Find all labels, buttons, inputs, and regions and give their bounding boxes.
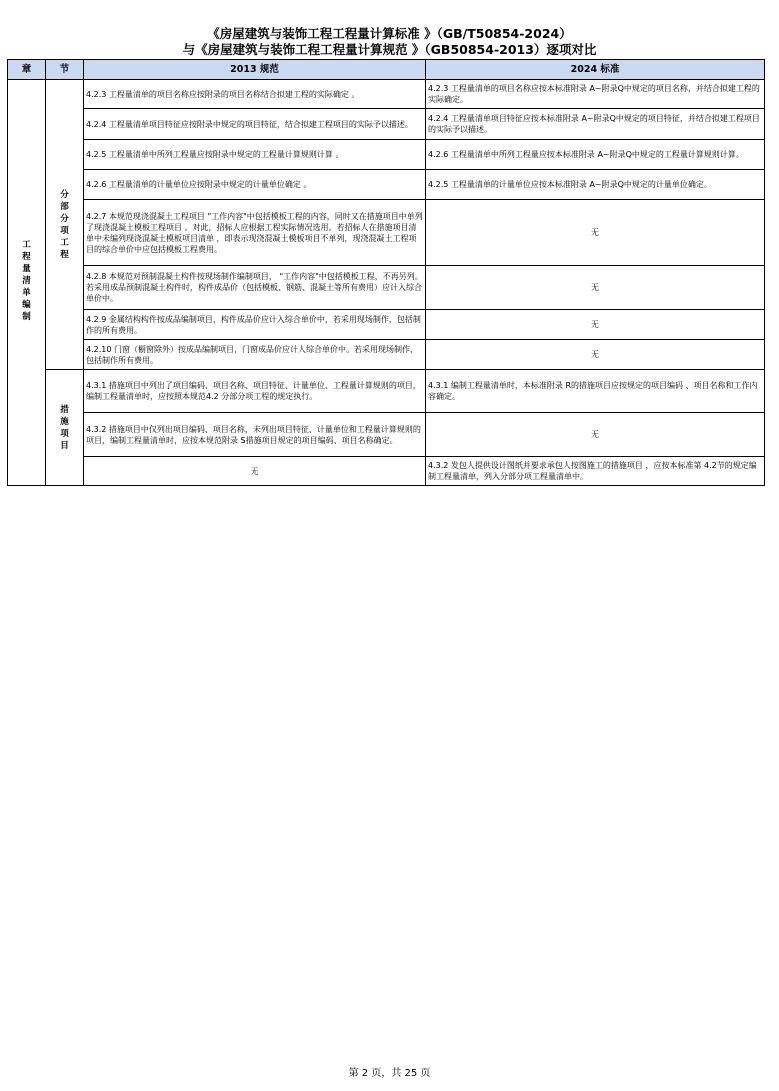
section-cell-1 (46, 80, 84, 370)
section-label: 分部分项工程 (60, 189, 69, 260)
table-row (8, 310, 765, 340)
cell-2024: 无 (426, 200, 765, 266)
chapter-label: 工程量清单编制 (22, 240, 31, 322)
cell-2024: 4.2.6 工程量清单中所列工程量应按本标准附录 A~附录Q中规定的工程量计算规则计算。 (426, 140, 765, 170)
cell-2013: 4.2.5 工程量清单中所列工程量应按附录中规定的工程量计算规则计算 。 (84, 140, 426, 170)
cell-2024: 无 (426, 310, 765, 340)
table-header-row (8, 60, 765, 80)
cell-2013: 4.2.10 门窗（橱窗除外）按成品编制项目，门窗成品价应计人综合单价中。若采用现场制作，包括制作所有费用。 (84, 340, 426, 370)
cell-2024: 4.3.2 发包人提供设计图纸并要求承包人按图施工的措施项目 ，应按本标准第 4.2节的规定编制工程量清单，列入分部分项工程量清单中。 (426, 457, 765, 486)
table-row (8, 200, 765, 266)
header-chapter: 章 (8, 60, 46, 80)
cell-2013: 4.3.1 措施项目中列出了项目编码、项目名称、项目特征、计量单位、工程量计算规则的项目，编制工程量清单时，应按照本规范4.2 分部分项工程的规定执行。 (84, 370, 426, 413)
table-row (8, 457, 765, 486)
cell-2013: 无 (84, 457, 426, 486)
cell-2024: 无 (426, 266, 765, 310)
document-title-line2: 与《房屋建筑与装饰工程工程量计算规范 》（GB50854-2013）逐项对比 (182, 42, 597, 57)
header-2024: 2024 标准 (426, 60, 765, 80)
document-title-line1: 《房屋建筑与装饰工程工程量计算标准 》（GB/T50854-2024） (207, 26, 572, 41)
cell-2024: 无 (426, 413, 765, 457)
section-cell-2 (46, 370, 84, 486)
comparison-table (7, 59, 765, 486)
cell-2013: 4.2.4 工程量清单项目特征应按附录中规定的项目特征，结合拟建工程项目的实际予以描述。 (84, 109, 426, 140)
table-row (8, 340, 765, 370)
table-row (8, 170, 765, 200)
table-row (8, 140, 765, 170)
cell-2013: 4.2.9 金属结构构件按成品编制项目，构件成品价应计入综合单价中，若采用现场制作，包括制作的所有费用。 (84, 310, 426, 340)
cell-2024: 4.2.4 工程量清单项目特征应按本标准附录 A~附录Q中规定的项目特征，并结合拟建工程项目的实际予以描述。 (426, 109, 765, 140)
page-footer: 第 2 页，共 25 页 (348, 1068, 431, 1079)
table-row (8, 266, 765, 310)
section-label: 措施项目 (60, 404, 69, 451)
cell-2013: 4.2.3 工程量清单的项目名称应按附录的项目名称结合拟建工程的实际确定 。 (84, 80, 426, 109)
cell-2013: 4.2.7 本规范现浇混凝土工程项目 "工作内容"中包括模板工程的内容，同时又在措施项目中单列了现浇混凝土模板工程项目 。对此，招标人应根据工程实际情况选用。若招标人在措施项目清单中未编列现浇混凝土模板项目清单 ，即表示现浇混凝土模板项目不单列，现浇混凝土工程项目的综合单价中应包括模板工程费用。 (84, 200, 426, 266)
header-2013: 2013 规范 (84, 60, 426, 80)
cell-2024: 4.3.1 编制工程量清单时，本标准附录 R的措施项目应按规定的项目编码 、项目名称和工作内容确定。 (426, 370, 765, 413)
table-row (8, 80, 765, 109)
cell-2024: 4.2.5 工程量清单的计量单位应按本标准附录 A~附录Q中规定的计量单位确定。 (426, 170, 765, 200)
cell-2013: 4.3.2 措施项目中仅列出项目编码、项目名称，未列出项目特征、计量单位和工程量计算规则的项目，编制工程量清单时，应按本规范附录 S措施项目规定的项目编码、项目名称确定。 (84, 413, 426, 457)
cell-2013: 4.2.6 工程量清单的计量单位应按附录中规定的计量单位确定 。 (84, 170, 426, 200)
cell-2024: 无 (426, 340, 765, 370)
header-section: 节 (46, 60, 84, 80)
chapter-cell (8, 80, 46, 486)
cell-2024: 4.2.3 工程量清单的项目名称应按本标准附录 A~附录Q中规定的项目名称，并结合拟建工程的实际确定。 (426, 80, 765, 109)
cell-2013: 4.2.8 本规范对预制混凝土构件按现场制作编制项目， "工作内容"中包括模板工程，不再另列。若采用成品预制混凝土构件时，构件成品价（包括模板、钢筋、混凝土等所有费用）应计入综合单价中。 (84, 266, 426, 310)
table-row (8, 109, 765, 140)
table-row (8, 370, 765, 413)
table-row (8, 413, 765, 457)
